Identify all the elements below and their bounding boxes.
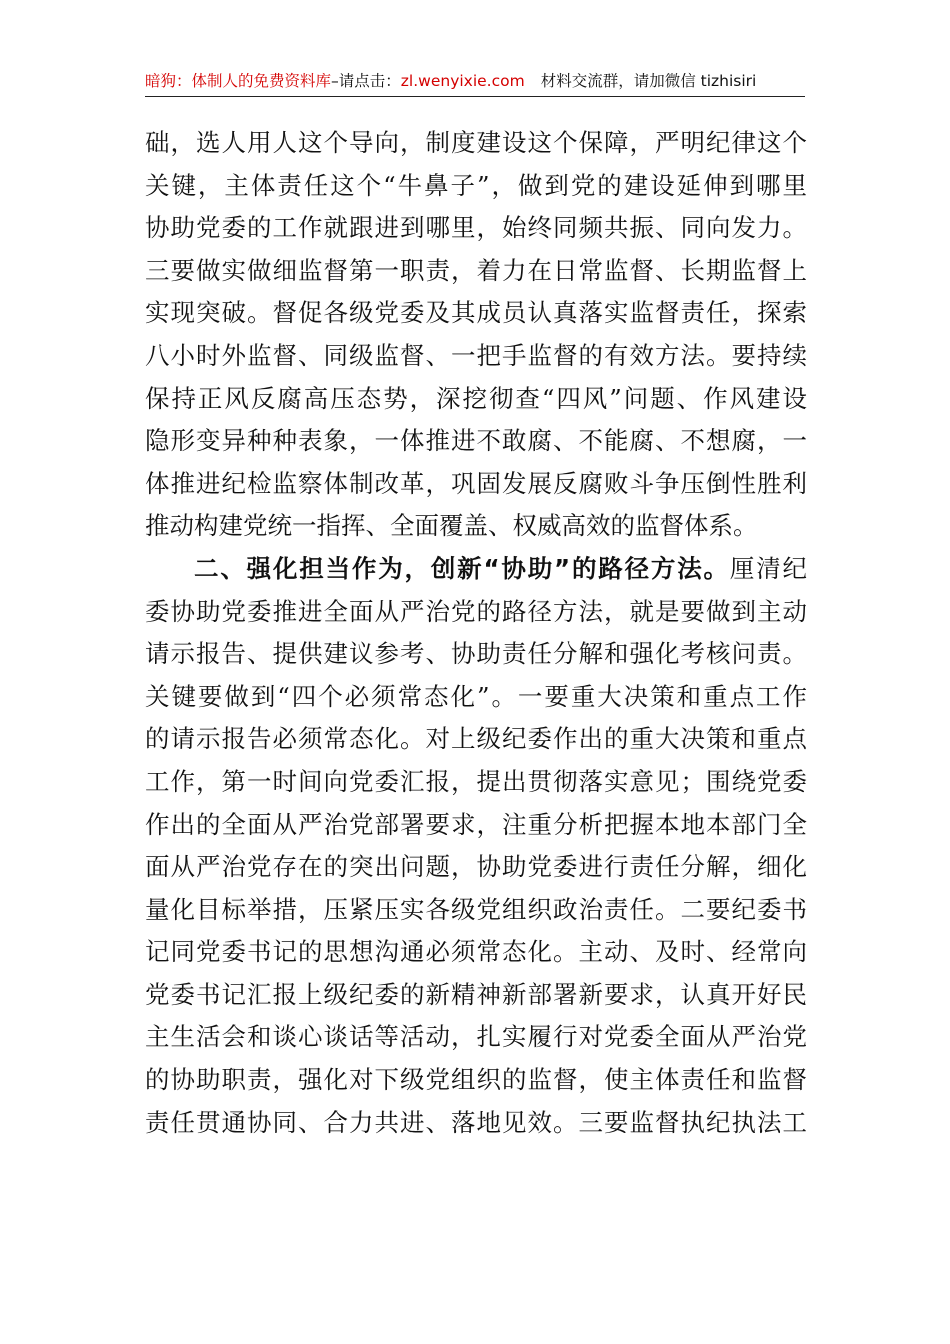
header-site-name: 暗狗：体制人的免费资料库 (145, 72, 332, 90)
body-line: 体推进纪检监察体制改革，巩固发展反腐败斗争压倒性胜利 (145, 468, 807, 498)
body-line: 关键，主体责任这个“牛鼻子”，做到党的建设延伸到哪里 (145, 170, 807, 200)
body-line: 记同党委书记的思想沟通必须常态化。主动、及时、经常向 (145, 937, 807, 967)
header-link-prompt: –请点击： (331, 72, 401, 90)
body-line: 协助党委的工作就跟进到哪里，始终同频共振、同向发力。 (145, 213, 807, 243)
body-line: 保持正风反腐高压态势，深挖彻查“四风”问题、作风建设 (145, 383, 807, 413)
body-line: 的请示报告必须常态化。对上级纪委作出的重大决策和重点 (145, 724, 807, 754)
body-line: 工作，第一时间向党委汇报，提出贯彻落实意见；围绕党委 (145, 766, 807, 796)
header-contact: 材料交流群，请加微信 tizhisiri (540, 72, 757, 90)
body-line: 责任贯通协同、合力共进、落地见效。三要监督执纪执法工 (145, 1107, 807, 1137)
body-line: 三要做实做细监督第一职责，着力在日常监督、长期监督上 (145, 255, 807, 285)
page-header (145, 66, 805, 97)
body-line: 八小时外监督、同级监督、一把手监督的有效方法。要持续 (145, 340, 807, 370)
header-url-link[interactable]: zl.wenyixie.com (400, 72, 525, 90)
body-line: 请示报告、提供建议参考、协助责任分解和强化考核问责。 (145, 639, 807, 669)
body-line: 实现突破。督促各级党委及其成员认真落实监督责任，探索 (145, 298, 807, 328)
section-heading-continuation: 厘清纪 (729, 553, 808, 583)
section-heading-2: 二、强化担当作为，创新“协助”的路径方法。 (194, 553, 730, 583)
body-line: 量化目标举措，压紧压实各级党组织政治责任。二要纪委书 (145, 894, 807, 924)
body-line: 关键要做到“四个必须常态化”。一要重大决策和重点工作 (145, 681, 807, 711)
body-line: 主生活会和谈心谈话等活动，扎实履行对党委全面从严治党 (145, 1022, 807, 1052)
body-line: 面从严治党存在的突出问题，协助党委进行责任分解，细化 (145, 852, 807, 882)
body-line: 党委书记汇报上级纪委的新精神新部署新要求，认真开好民 (145, 979, 807, 1009)
body-line: 推动构建党统一指挥、全面覆盖、权威高效的监督体系。 (145, 511, 758, 541)
section-heading-line (145, 548, 807, 591)
document-body (145, 122, 807, 1144)
body-line: 础，选人用人这个导向，制度建设这个保障，严明纪律这个 (145, 128, 807, 157)
body-line: 隐形变异种种表象，一体推进不敢腐、不能腐、不想腐，一 (145, 426, 807, 456)
body-line: 作出的全面从严治党部署要求，注重分析把握本地本部门全 (145, 809, 807, 839)
body-line: 委协助党委推进全面从严治党的路径方法，就是要做到主动 (145, 596, 807, 626)
body-line: 的协助职责，强化对下级党组织的监督，使主体责任和监督 (145, 1065, 807, 1095)
